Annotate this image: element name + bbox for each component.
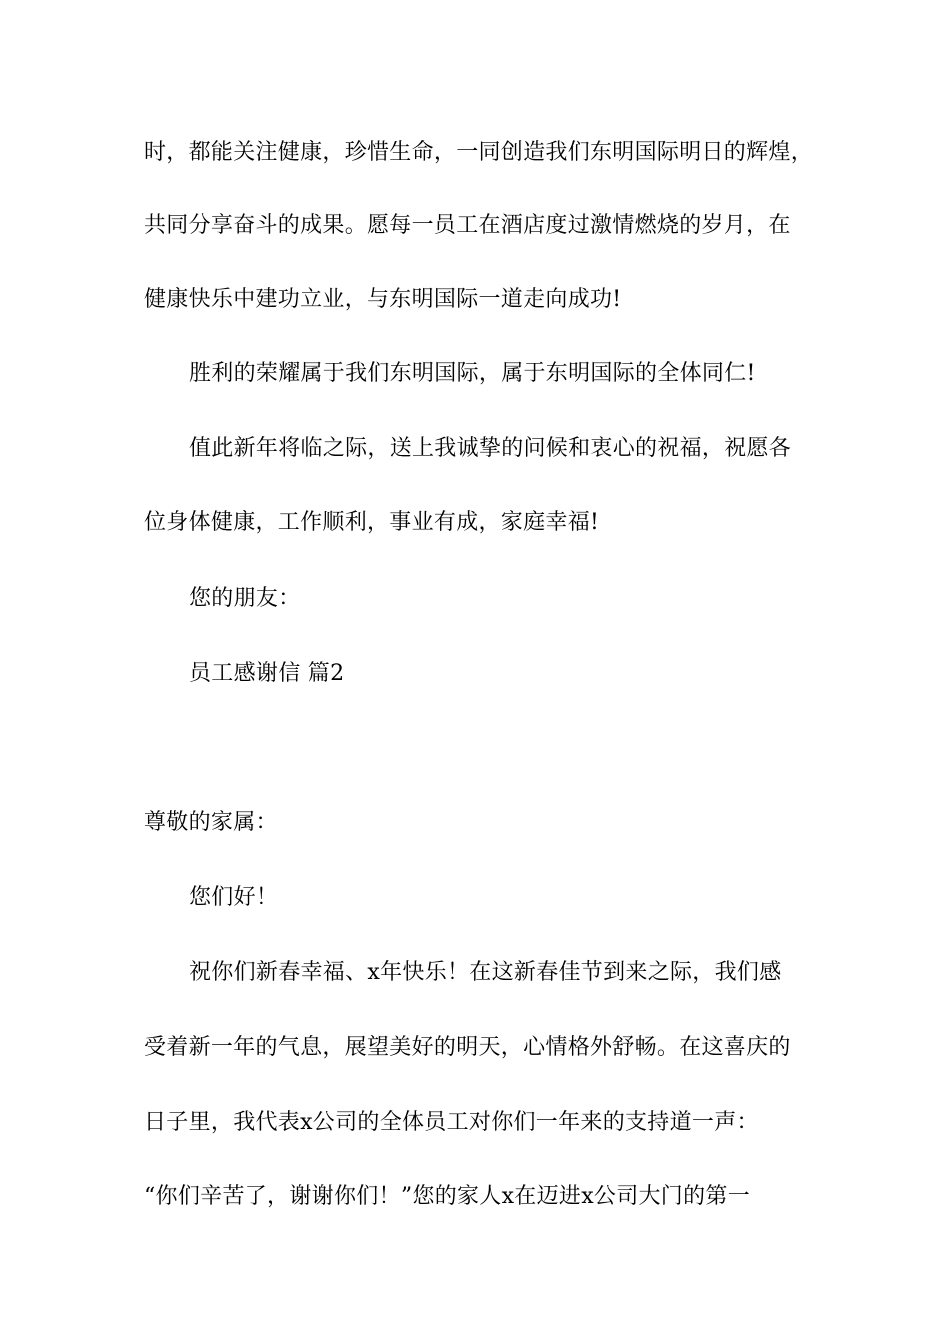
text-line: 受着新一年的气息，展望美好的明天，心情格外舒畅。在这喜庆的	[144, 1035, 791, 1060]
text-line: 共同分享奋斗的成果。愿每一员工在酒店度过激情燃烧的岁月，在	[144, 213, 791, 238]
text-line: 日子里，我代表x公司的全体员工对你们一年来的支持道一声：	[144, 1110, 759, 1135]
text-line: 时，都能关注健康，珍惜生命，一同创造我们东明国际明日的辉煌，	[144, 140, 814, 165]
salutation: 尊敬的家属：	[144, 810, 278, 835]
section-heading: 员工感谢信 篇2	[189, 661, 345, 686]
paragraph-first-line: 值此新年将临之际，送上我诚挚的问候和衷心的祝福，祝愿各	[189, 436, 792, 461]
greeting: 您们好！	[189, 885, 279, 910]
text-line: “你们辛苦了，谢谢你们！”您的家人x在迈进x公司大门的第一	[144, 1184, 751, 1209]
text-line: 位身体健康，工作顺利，事业有成，家庭幸福!	[144, 510, 600, 535]
text-line: 健康快乐中建功立业，与东明国际一道走向成功!	[144, 287, 622, 312]
signature-line: 您的朋友：	[189, 586, 301, 611]
paragraph-first-line: 胜利的荣耀属于我们东明国际，属于东明国际的全体同仁!	[189, 361, 756, 386]
paragraph-first-line: 祝你们新春幸福、x年快乐！在这新春佳节到来之际，我们感	[189, 960, 782, 985]
